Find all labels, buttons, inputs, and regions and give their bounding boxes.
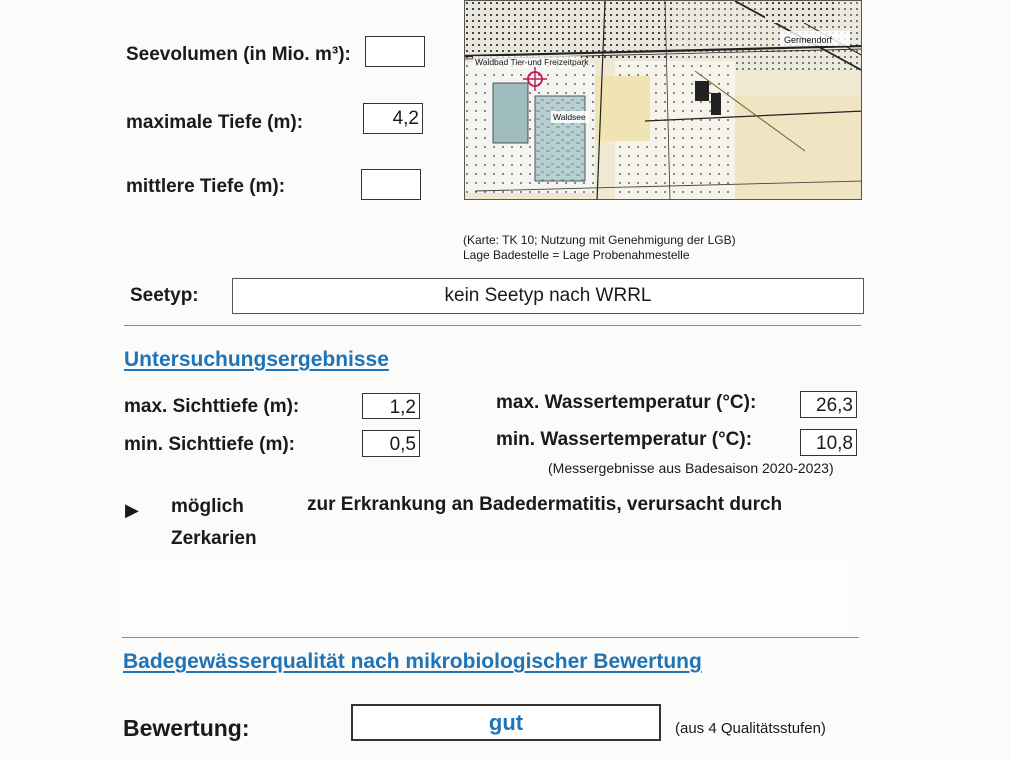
max-sight-label: max. Sichttiefe (m):	[124, 396, 300, 417]
min-sight-field: 0,5	[362, 430, 420, 457]
volume-label: Seevolumen (in Mio. m³):	[126, 44, 351, 65]
bullet-word: möglich	[171, 496, 244, 517]
min-temp-label: min. Wassertemperatur (°C):	[496, 429, 753, 450]
max-depth-label: maximale Tiefe (m):	[126, 112, 304, 133]
quality-heading: Badegewässerqualität nach mikrobiologischer Bewertung	[123, 650, 702, 673]
location-map	[464, 0, 862, 200]
max-depth-field: 4,2	[363, 103, 423, 134]
divider	[124, 325, 861, 326]
blank-area	[120, 560, 850, 630]
rating-note: (aus 4 Qualitätsstufen)	[675, 720, 826, 737]
min-sight-label: min. Sichttiefe (m):	[124, 434, 296, 455]
volume-field	[365, 36, 425, 67]
map-label-waldsee: Waldsee	[553, 112, 586, 122]
max-temp-label: max. Wassertemperatur (°C):	[496, 392, 757, 413]
divider-2	[122, 637, 859, 638]
map-label-germendorf: Germendorf	[784, 35, 833, 45]
max-sight-field: 1,2	[362, 393, 420, 419]
mean-depth-label: mittlere Tiefe (m):	[126, 176, 286, 197]
lake-type-label: Seetyp:	[130, 285, 199, 306]
lake-type-field: kein Seetyp nach WRRL	[232, 278, 864, 314]
bullet-text: zur Erkrankung an Badedermatitis, verursacht durch	[307, 494, 783, 515]
rating-field: gut	[351, 704, 661, 741]
map-caption-line1: (Karte: TK 10; Nutzung mit Genehmigung der LGB)	[463, 233, 736, 247]
min-temp-field: 10,8	[800, 429, 857, 456]
rating-label: Bewertung:	[123, 715, 250, 741]
mean-depth-field	[361, 169, 421, 200]
bullet-arrow-icon: ▶	[125, 500, 139, 520]
bullet-continuation: Zerkarien	[171, 528, 257, 549]
max-temp-field: 26,3	[800, 391, 857, 418]
map-label-waldbad: Waldbad Tier-und Freizeitpark	[475, 57, 589, 67]
measurement-note: (Messergebnisse aus Badesaison 2020-2023)	[548, 460, 834, 476]
results-heading: Untersuchungsergebnisse	[124, 348, 389, 371]
map-caption-line2: Lage Badestelle = Lage Probenahmestelle	[463, 248, 690, 262]
